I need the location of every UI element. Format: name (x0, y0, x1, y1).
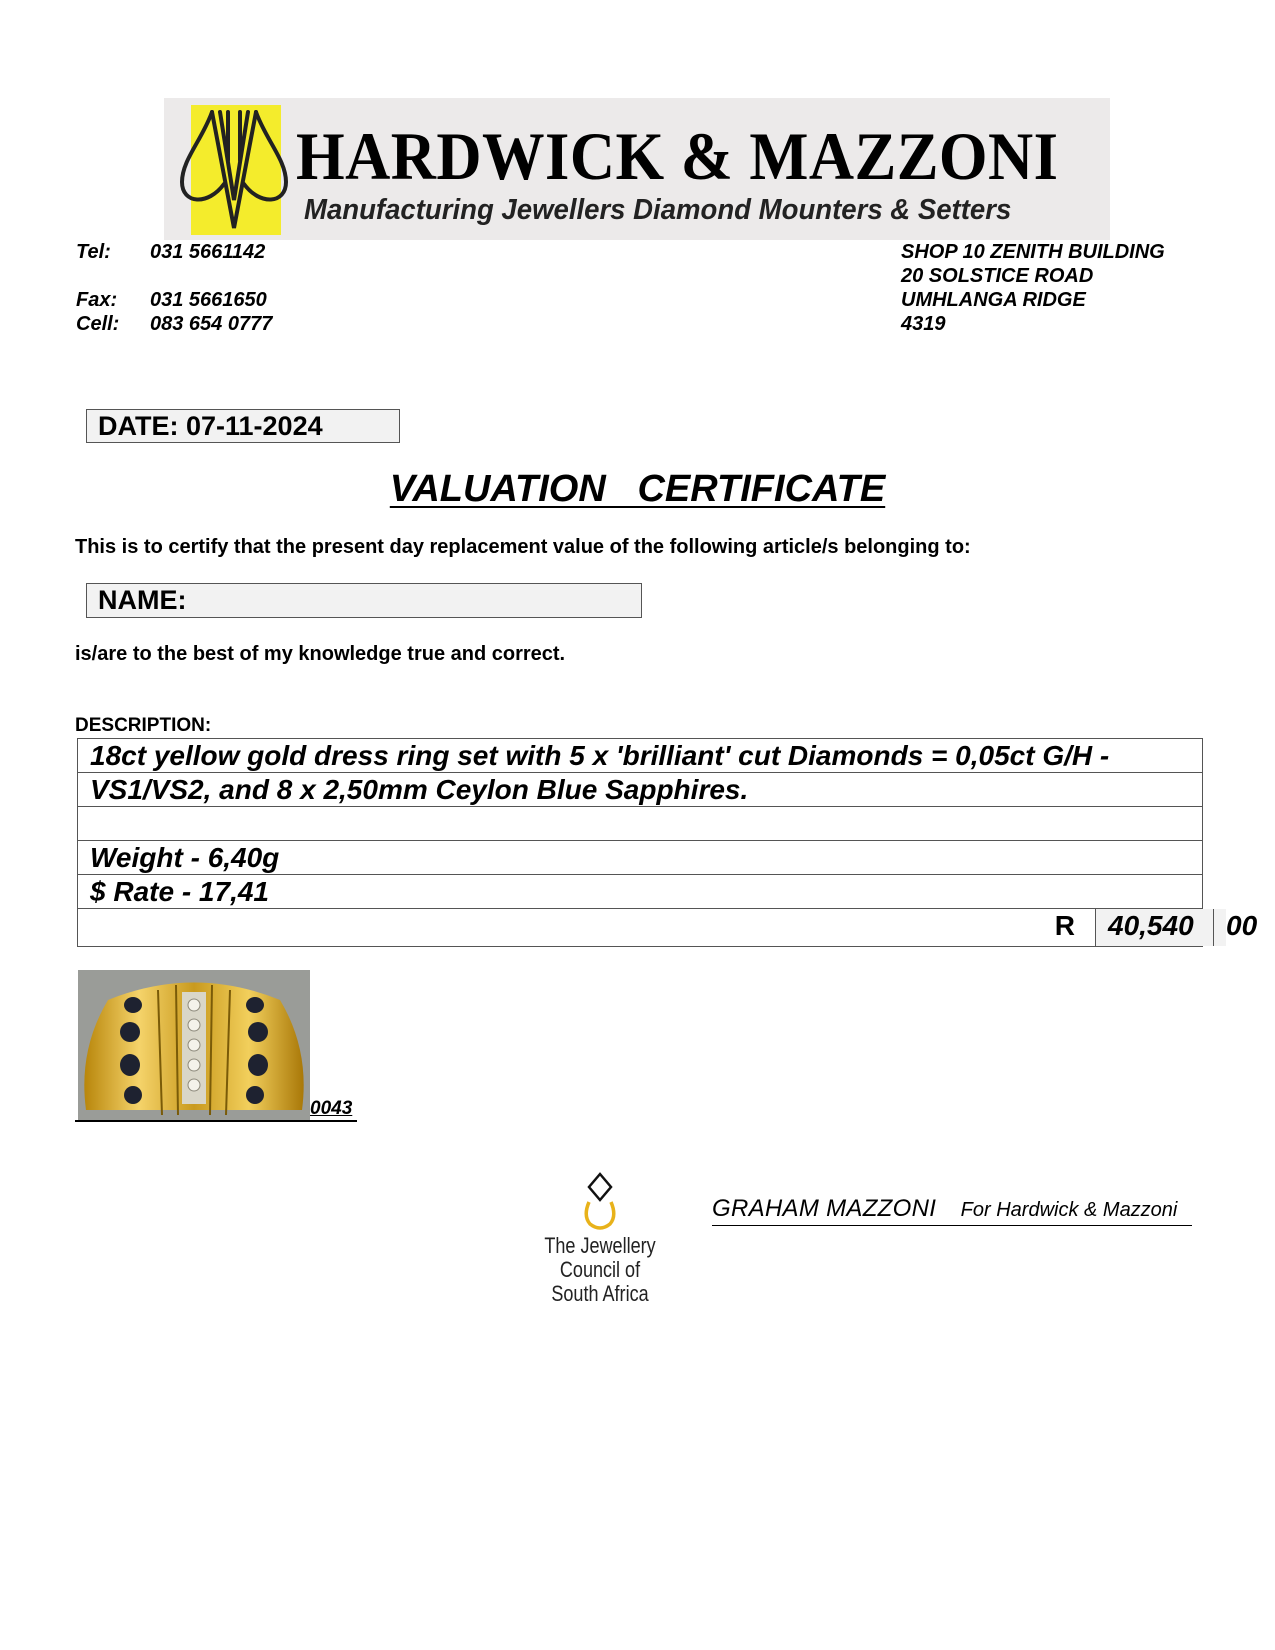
company-name: HARDWICK & MAZZONI (296, 118, 1059, 194)
council-name-line: South Africa (551, 1281, 649, 1306)
company-logo-icon (172, 100, 297, 240)
description-row: 18ct yellow gold dress ring set with 5 x 'brilliant' cut Diamonds = 0,05ct G/H - (78, 739, 1202, 773)
weight-row: Weight - 6,40g (78, 841, 1202, 875)
cell-number: 083 654 0777 (150, 313, 273, 335)
photo-underline (75, 1120, 357, 1122)
fax-label: Fax: (76, 289, 118, 311)
address-line: 20 SOLSTICE ROAD (901, 265, 1094, 287)
value-cents: 00 (1213, 909, 1226, 946)
council-name-line: The Jewellery Council of (544, 1233, 656, 1282)
tel-number: 031 5661142 (150, 241, 266, 263)
description-row: VS1/VS2, and 8 x 2,50mm Ceylon Blue Sapphires. (78, 773, 1202, 807)
fax-number: 031 5661650 (150, 289, 267, 311)
description-label: DESCRIPTION: (75, 715, 212, 736)
photo-reference: 0043 (310, 1098, 353, 1119)
knowledge-statement: is/are to the best of my knowledge true and correct. (75, 643, 566, 665)
name-field (86, 583, 642, 618)
signatory-company: For Hardwick & Mazzoni (960, 1199, 1178, 1221)
company-tagline: Manufacturing Jewellers Diamond Mounters & Setters (304, 194, 1012, 226)
address-line: 4319 (901, 313, 946, 335)
value-amount: 40,540 (1095, 909, 1213, 946)
address-line: UMHLANGA RIDGE (901, 289, 1086, 311)
signatory-name: GRAHAM MAZZONI (712, 1195, 937, 1222)
tel-label: Tel: (76, 241, 111, 263)
date-field: DATE: 07-11-2024 (86, 409, 400, 443)
value-currency: R (1054, 910, 1075, 941)
address-line: SHOP 10 ZENITH BUILDING (901, 241, 1165, 263)
rate-row: $ Rate - 17,41 (78, 875, 1202, 909)
jewellery-council-name (518, 1234, 682, 1306)
description-table (77, 738, 1258, 947)
jewellery-council-logo-icon (580, 1172, 620, 1230)
certify-statement: This is to certify that the present day replacement value of the following article/s belonging to: (75, 536, 971, 558)
value-row (78, 909, 1258, 946)
signature-line (712, 1195, 1192, 1226)
description-row (78, 807, 1202, 841)
cell-label: Cell: (76, 313, 120, 335)
certificate-title (0, 466, 1275, 512)
name-label: NAME: (98, 585, 187, 615)
certificate-title-text: VALUATION CERTIFICATE (389, 468, 886, 510)
ring-photo (78, 970, 310, 1120)
